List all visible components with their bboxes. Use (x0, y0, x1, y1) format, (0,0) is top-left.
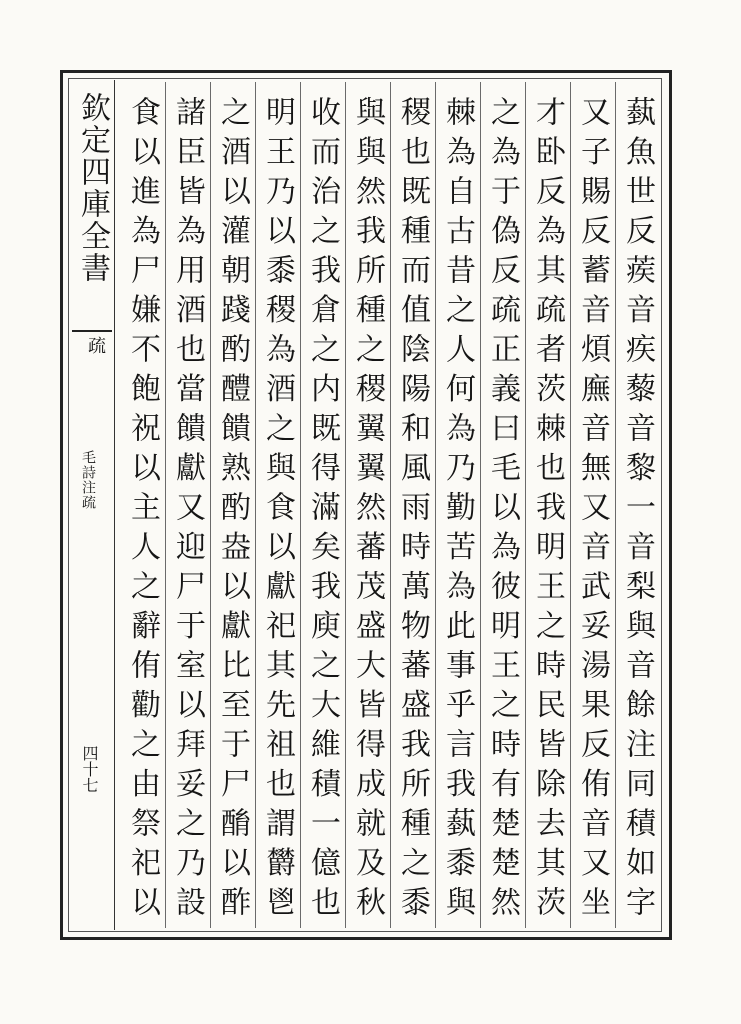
text-column-5: 棘為自古昔之人何為乃勤苦為此事乎言我蓺黍與 (435, 82, 480, 928)
fishtail-label: 疏 (85, 336, 106, 354)
text-column-1: 蓺魚世反蒺音疾藜音黎一音梨與音餘注同積如字 (615, 82, 660, 928)
text-column-3: 才卧反為其疏者茨棘也我明王之時民皆除去其茨 (525, 82, 570, 928)
collection-title: 欽定四庫全書 (75, 92, 110, 284)
book-name: 毛詩注疏 (80, 450, 96, 510)
text-column-4: 之為于偽反疏正義曰毛以為彼明王之時有楚楚然 (480, 82, 525, 928)
text-column-7: 與與然我所種之稷翼翼然蕃茂盛大皆得成就及秋 (345, 82, 390, 928)
text-columns (116, 82, 660, 928)
text-column-8: 收而治之我倉之内既得滿矣我庾之大維積一億也 (300, 82, 345, 928)
text-column-6: 稷也既種而值陰陽和風雨時萬物蕃盛我所種之黍 (390, 82, 435, 928)
text-column-2: 又子賜反蓄音煩廡音無又音武妥湯果反侑音又坐 (570, 82, 615, 928)
text-column-9: 明王乃以黍稷為酒之與食以獻祀其先祖也謂欝鬯 (255, 82, 300, 928)
text-column-12: 食以進為尸嫌不飽祝以主人之辭侑勸之由祭祀以 (125, 96, 160, 926)
page-number: 四十七 (80, 745, 99, 793)
text-column-10: 之酒以灌朝踐酌醴饋熟酌盎以獻比至于尸酳以酢 (210, 82, 255, 928)
text-column-11: 諸臣皆為用酒也當饋獻又迎尸于室以拜妥之乃設 (165, 82, 210, 928)
